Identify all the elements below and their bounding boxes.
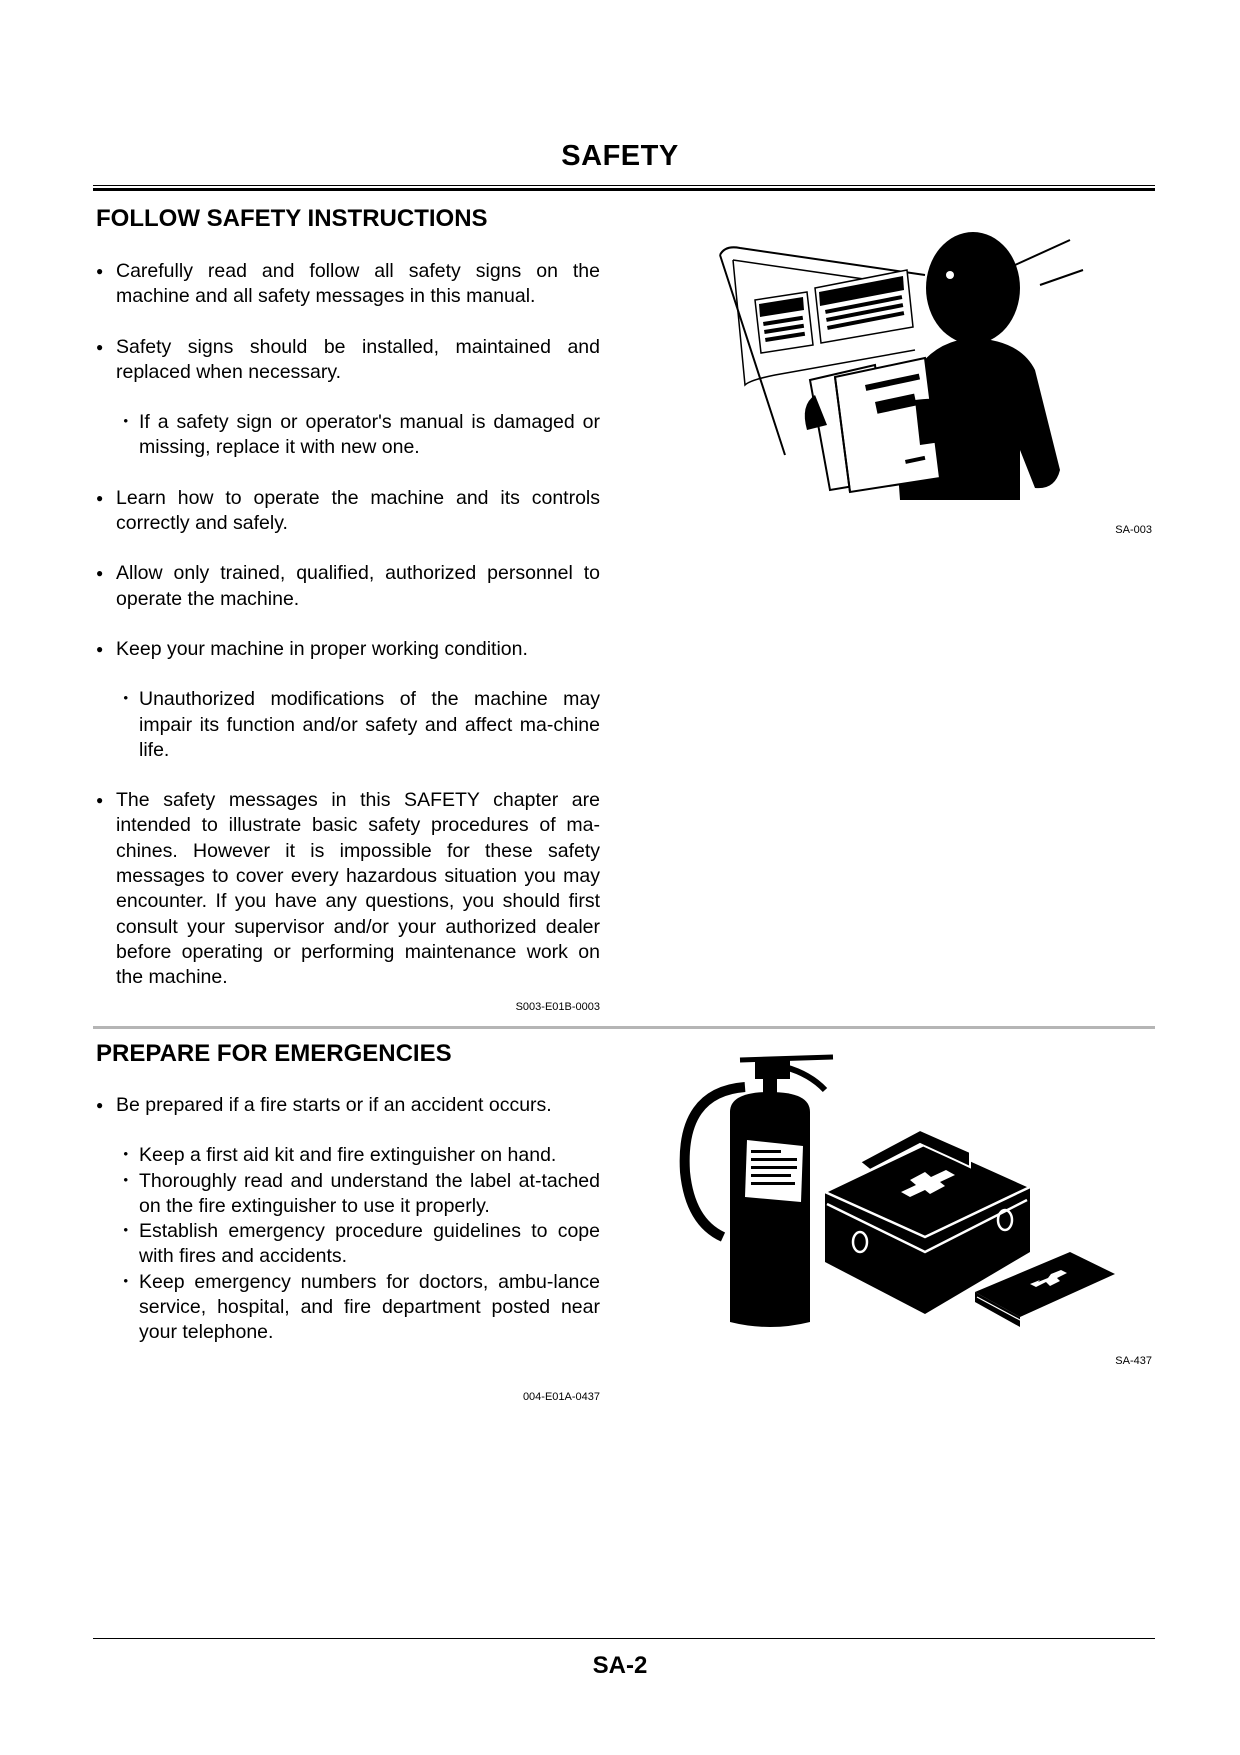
extinguisher-first-aid-illustration (675, 1052, 1125, 1342)
sub-list-item: ・ If a safety sign or operator's manual is damaged or missing, replace it with new one. (96, 410, 600, 461)
list-item: ● The safety messages in this SAFETY chapter are intended to illustrate basic safety procedures of ma-chines. However it is impossible for these safety messages to cover every hazardous situation you may encounter. If you have any questions, you should first consult your supervisor and/or your authorized dealer before operating or performing maintenance work on the machine. (96, 788, 600, 990)
page-number: SA-2 (592, 1652, 648, 1679)
list-item: ● Be prepared if a fire starts or if an accident occurs. (96, 1093, 600, 1118)
section-divider (93, 1026, 1155, 1029)
section1-body (96, 259, 600, 1016)
section-title-prepare-emergencies: PREPARE FOR EMERGENCIES (96, 1040, 452, 1067)
list-item: ● Safety signs should be installed, maintained and replaced when necessary. (96, 335, 600, 386)
list-item: ● Keep your machine in proper working condition. (96, 637, 600, 662)
figure-ref-code: SA-437 (1115, 1355, 1152, 1367)
page-title: SAFETY (561, 140, 679, 172)
sub-list-item: ・ Keep emergency numbers for doctors, ambu-lance service, hospital, and fire department posted near your telephone. (96, 1270, 600, 1346)
section-title-follow-safety: FOLLOW SAFETY INSTRUCTIONS (96, 205, 488, 232)
list-item: ● Carefully read and follow all safety signs on the machine and all safety messages in this manual. (96, 259, 600, 310)
sub-list-item: ・ Thoroughly read and understand the label at-tached on the fire extinguisher to use it properly. (96, 1169, 600, 1220)
list-item: ● Learn how to operate the machine and its controls correctly and safely. (96, 486, 600, 537)
header-rule (93, 185, 1155, 191)
sub-list-item: ・ Keep a first aid kit and fire extinguisher on hand. (96, 1143, 600, 1168)
section2-body (96, 1093, 600, 1346)
list-item: ● Allow only trained, qualified, authorized personnel to operate the machine. (96, 561, 600, 612)
sub-list-item: ・ Unauthorized modifications of the machine may impair its function and/or safety and affect ma-chine life. (96, 687, 600, 763)
reading-manual-illustration (715, 230, 1095, 510)
figure-ref-code: SA-003 (1115, 524, 1152, 536)
sub-list-item: ・ Establish emergency procedure guidelines to cope with fires and accidents. (96, 1219, 600, 1270)
footer-rule (93, 1638, 1155, 1639)
text-ref-code: S003-E01B-0003 (515, 1001, 600, 1013)
text-ref-code: 004-E01A-0437 (522, 1391, 600, 1403)
